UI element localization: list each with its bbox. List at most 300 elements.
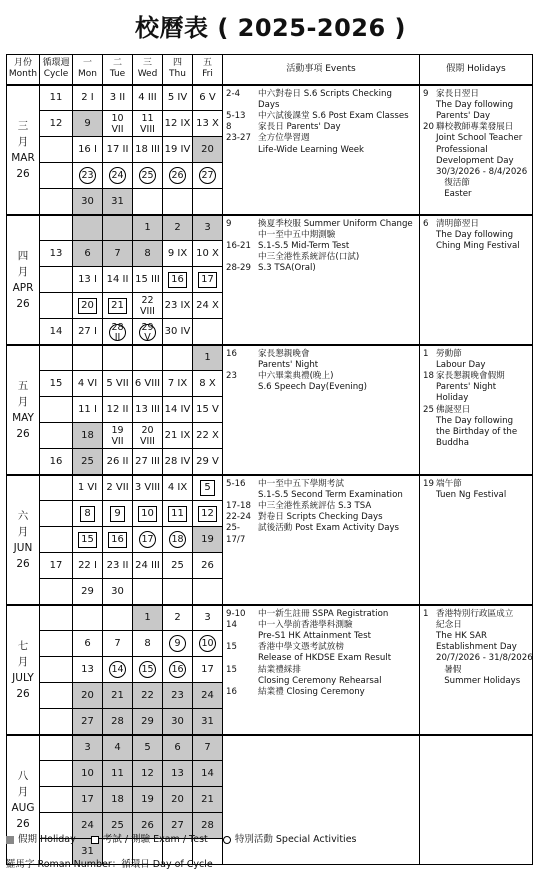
event-item (226, 501, 416, 512)
special-activity-circle: 27 (199, 167, 216, 184)
holiday-date (423, 427, 436, 438)
day-number: 22 I (78, 560, 97, 571)
day-number: 27 III (135, 455, 160, 467)
holiday-item (423, 676, 529, 687)
event-item (226, 230, 416, 241)
cycle-number (40, 657, 73, 683)
col-events: 活動事項 Events (223, 55, 420, 85)
day-number: 1 (204, 352, 211, 364)
day-number: 23 IX (164, 300, 191, 311)
day-number: 30 IV (164, 325, 191, 337)
event-text: S.1-S.5 Second Term Examination (258, 489, 403, 500)
holiday-item (423, 241, 529, 252)
exam-day-box: 5 (200, 480, 215, 496)
day-cell-wed (133, 735, 163, 761)
event-item (226, 653, 416, 664)
holiday-item (423, 230, 529, 241)
day-number: 19 (201, 534, 214, 545)
day-cell-thu (163, 345, 193, 371)
event-item (226, 371, 416, 382)
holiday-item (423, 100, 529, 111)
day-cell-wed (133, 449, 163, 475)
day-cell-fri (193, 605, 223, 631)
day-number: 3 VIII (134, 482, 161, 494)
cycle-number: 14 (40, 319, 73, 345)
holiday-text: 紀念日 (436, 619, 462, 630)
event-text: 結業禮 Closing Ceremony (258, 686, 365, 697)
day-cell-wed (133, 163, 163, 189)
event-item (226, 89, 416, 111)
day-cell-thu (163, 787, 193, 813)
day-number: 16 I (78, 144, 97, 155)
holiday-date (423, 156, 436, 167)
holiday-text: 端午節 (436, 478, 462, 489)
calendar-week-row (7, 215, 533, 241)
holiday-item (423, 371, 529, 382)
day-cell-wed (133, 605, 163, 631)
day-cell-tue (103, 85, 133, 111)
day-number: 17 (81, 794, 94, 805)
day-cell-mon (73, 631, 103, 657)
day-cell-mon (73, 397, 103, 423)
month-zh-2: 月 (17, 525, 29, 538)
day-number: 3 II (109, 92, 126, 104)
special-activity-circle: 16 (169, 661, 186, 678)
day-number: 6 (84, 638, 91, 649)
day-cell-thu (163, 605, 193, 631)
day-cell-mon (73, 449, 103, 475)
holiday-text: 聯校教師專業發展日 (436, 122, 514, 133)
day-cell-tue (103, 267, 133, 293)
holiday-text: Buddha (436, 438, 469, 449)
day-number: 30 (81, 195, 94, 207)
day-cell-fri (193, 345, 223, 371)
month-zh-1: 五 (17, 379, 29, 392)
day-number: 3 (204, 222, 211, 234)
day-cell-fri (193, 501, 223, 527)
day-number: 25 (171, 560, 184, 571)
month-zh-2: 月 (17, 785, 29, 798)
day-number: 5 (144, 742, 151, 754)
day-number: 4 IX (167, 482, 188, 494)
cycle-number (40, 631, 73, 657)
legend-special: 特別活動 Special Activities (234, 834, 357, 845)
legend-roman: 羅馬字 Roman Number：循環日 Day of Cycle (6, 859, 213, 870)
day-cell-fri (193, 787, 223, 813)
day-cell-fri (193, 397, 223, 423)
day-cell-fri (193, 189, 223, 215)
cycle-number: 15 (40, 371, 73, 397)
day-cell-thu (163, 397, 193, 423)
event-date: 23-27 (226, 133, 251, 144)
day-cell-thu (163, 631, 193, 657)
day-cell-tue (103, 761, 133, 787)
event-text: 香港中學文憑考試放榜 (258, 642, 344, 653)
event-text: 對卷日 Scripts Checking Days (258, 512, 383, 523)
holiday-date (423, 241, 436, 252)
day-cell-mon (73, 553, 103, 579)
holiday-item (423, 405, 529, 416)
day-cell-wed (133, 501, 163, 527)
school-calendar-table (6, 54, 533, 865)
holiday-item (423, 490, 529, 501)
day-number: 20 (171, 794, 184, 805)
day-cell-fri (193, 761, 223, 787)
exam-day-box: 20 (78, 298, 97, 314)
month-year: 26 (16, 297, 30, 310)
col-thu: 四 Thu (163, 55, 193, 85)
day-number: 7 IX (167, 378, 188, 389)
special-legend-circle-icon (223, 836, 231, 844)
day-cell-mon (73, 787, 103, 813)
event-date: 9 (226, 218, 232, 229)
day-cell-wed (133, 267, 163, 293)
day-cell-thu (163, 189, 193, 215)
day-cell-mon (73, 423, 103, 449)
cycle-number (40, 683, 73, 709)
month-label (7, 85, 40, 215)
holiday-text: 復活節 (436, 178, 470, 189)
holiday-item (423, 178, 529, 189)
day-number: 13 I (78, 274, 97, 285)
day-cell-tue (103, 449, 133, 475)
header-row (7, 55, 533, 85)
day-number: 4 (114, 742, 121, 754)
day-cell-wed (133, 709, 163, 735)
holiday-item (423, 665, 529, 676)
holiday-date: 6 (423, 218, 429, 229)
event-date (226, 382, 258, 393)
holiday-text: 佛誕翌日 (436, 404, 471, 415)
events-cell (223, 735, 420, 865)
day-number: 4 III (138, 92, 157, 104)
day-cell-wed (133, 215, 163, 241)
day-cell-tue (103, 631, 133, 657)
holiday-date (423, 416, 436, 427)
special-activity-circle: 29 V (139, 324, 156, 341)
day-number: 13 III (135, 404, 160, 415)
day-cell-thu (163, 241, 193, 267)
cycle-number (40, 423, 73, 449)
day-cell-wed (133, 319, 163, 345)
event-date: 28-29 (226, 263, 251, 274)
event-text: 中六試後課堂 S.6 Post Exam Classes (258, 110, 409, 121)
day-cell-wed (133, 631, 163, 657)
holiday-item (423, 382, 529, 393)
holiday-date: 1 (423, 348, 429, 359)
event-date: 5-16 (226, 478, 246, 489)
holiday-date (423, 393, 436, 404)
day-cell-wed (133, 423, 163, 449)
day-cell-thu (163, 319, 193, 345)
holiday-text: Tuen Ng Festival (436, 489, 507, 500)
day-cell-mon (73, 189, 103, 215)
day-cell-tue (103, 241, 133, 267)
day-cell-fri (193, 527, 223, 553)
day-cell-fri (193, 631, 223, 657)
day-cell-fri (193, 319, 223, 345)
events-cell (223, 475, 420, 605)
day-cell-thu (163, 137, 193, 163)
event-item (226, 687, 416, 698)
holiday-item (423, 631, 529, 642)
day-cell-tue (103, 319, 133, 345)
event-item (226, 122, 416, 133)
day-cell-mon (73, 475, 103, 501)
day-cell-fri (193, 293, 223, 319)
holiday-date (423, 178, 436, 189)
day-cell-wed (133, 293, 163, 319)
day-cell-mon (73, 761, 103, 787)
day-cell-tue (103, 475, 133, 501)
holiday-text: 香港特別行政區成立 (436, 608, 514, 619)
holiday-item (423, 89, 529, 100)
event-date: 9-10 (226, 608, 246, 619)
month-zh-1: 四 (17, 249, 29, 262)
day-number: 14 II (106, 274, 129, 285)
day-number: 2 (174, 222, 181, 234)
day-cell-wed (133, 111, 163, 137)
day-cell-thu (163, 761, 193, 787)
legend-exam: 考試 / 測驗 Exam / Test (102, 834, 208, 845)
cycle-number (40, 267, 73, 293)
holiday-date (423, 438, 436, 449)
event-item (226, 620, 416, 631)
day-number: 19 VII (111, 424, 124, 447)
month-zh-2: 月 (17, 265, 29, 278)
holiday-date: 20 (423, 122, 434, 133)
event-item (226, 382, 416, 393)
day-number: 15 V (196, 404, 219, 415)
day-number: 29 (141, 715, 154, 727)
day-cell-tue (103, 137, 133, 163)
event-text: Release of HKDSE Exam Result (258, 653, 392, 664)
day-cell-fri (193, 683, 223, 709)
event-text: 中一入學前香港學科測驗 (258, 619, 353, 630)
event-text: S.6 Speech Day(Evening) (258, 382, 367, 393)
event-item (226, 111, 416, 122)
day-cell-mon (73, 85, 103, 111)
day-cell-thu (163, 709, 193, 735)
day-number: 10 (81, 768, 94, 779)
holiday-date: 19 (423, 478, 434, 489)
day-number: 6 VIII (134, 378, 161, 389)
day-cell-fri (193, 449, 223, 475)
day-cell-thu (163, 371, 193, 397)
holiday-date (423, 111, 436, 122)
month-year: 26 (16, 687, 30, 700)
day-number: 8 (144, 638, 151, 649)
month-zh-1: 三 (17, 119, 29, 132)
day-cell-thu (163, 553, 193, 579)
day-cell-thu (163, 267, 193, 293)
day-number: 14 IV (164, 404, 191, 415)
event-date (226, 490, 258, 501)
holiday-date (423, 653, 436, 664)
day-number: 22 X (196, 430, 219, 441)
holiday-text: The Day following (436, 229, 514, 240)
event-text (258, 535, 416, 546)
exam-day-box: 11 (168, 506, 187, 522)
day-cell-tue (103, 527, 133, 553)
day-number: 21 (201, 794, 214, 805)
day-number: 20 (201, 144, 214, 155)
day-number: 26 (141, 820, 154, 831)
day-number: 11 I (78, 404, 97, 415)
event-date (226, 676, 258, 687)
day-number: 18 (111, 794, 124, 805)
holiday-text: Professional (436, 144, 488, 155)
holiday-text: 30/3/2026 - 8/4/2026 (436, 166, 528, 177)
holiday-item (423, 360, 529, 371)
day-number: 10 VII (111, 112, 124, 135)
day-number: 1 (144, 222, 151, 234)
day-cell-tue (103, 787, 133, 813)
event-date: 16-21 (226, 240, 251, 251)
month-zh-1: 七 (17, 639, 29, 652)
event-item (226, 349, 416, 360)
holiday-text: 暑假 (436, 664, 462, 675)
holiday-item (423, 427, 529, 438)
event-text: 全方位學習週 (258, 133, 310, 144)
holidays-cell (420, 735, 533, 865)
cycle-number (40, 735, 73, 761)
day-number: 2 I (81, 92, 94, 104)
event-text: Pre-S1 HK Attainment Test (258, 630, 371, 641)
day-cell-wed (133, 137, 163, 163)
holiday-text: the Birthday of the (436, 426, 518, 437)
day-number: 24 X (196, 300, 219, 311)
event-date (226, 252, 258, 263)
event-date: 8 (226, 122, 232, 133)
event-item (226, 535, 416, 546)
holiday-item (423, 111, 529, 122)
calendar-week-row (7, 735, 533, 761)
calendar-week-row (7, 85, 533, 111)
day-cell-wed (133, 241, 163, 267)
day-cell-tue (103, 189, 133, 215)
holidays-cell (420, 475, 533, 605)
holiday-item (423, 642, 529, 653)
day-cell-fri (193, 137, 223, 163)
day-number: 18 III (135, 144, 160, 155)
holiday-text: Labour Day (436, 359, 486, 370)
day-cell-mon (73, 215, 103, 241)
event-text: S.1-S.5 Mid-Term Test (258, 240, 350, 251)
holiday-item (423, 609, 529, 620)
month-en: APR (12, 281, 34, 294)
holiday-text: 勞動節 (436, 348, 462, 359)
holidays-cell (420, 605, 533, 735)
holiday-text: 20/7/2026 - 31/8/2026 (436, 653, 533, 664)
cycle-number (40, 475, 73, 501)
day-cell-fri (193, 579, 223, 605)
cycle-number (40, 501, 73, 527)
holiday-item (423, 349, 529, 360)
day-number: 17 II (106, 144, 129, 155)
holiday-item (423, 620, 529, 631)
event-date: 14 (226, 619, 237, 630)
day-cell-thu (163, 527, 193, 553)
cycle-number (40, 215, 73, 241)
day-number: 20 VIII (140, 424, 155, 447)
day-cell-tue (103, 579, 133, 605)
day-number: 19 IV (164, 144, 191, 155)
cycle-number (40, 397, 73, 423)
day-cell-mon (73, 709, 103, 735)
day-number: 14 (201, 768, 214, 779)
day-cell-mon (73, 345, 103, 371)
holiday-text: Summer Holidays (436, 675, 521, 686)
month-year: 26 (16, 427, 30, 440)
day-cell-fri (193, 215, 223, 241)
day-number: 26 II (106, 455, 129, 467)
event-text: 家長懇親晚會 (258, 348, 310, 359)
day-cell-wed (133, 345, 163, 371)
day-cell-mon (73, 527, 103, 553)
day-cell-fri (193, 709, 223, 735)
event-item (226, 523, 416, 534)
special-activity-circle: 18 (169, 531, 186, 548)
holiday-date: 25 (423, 404, 434, 415)
day-cell-tue (103, 397, 133, 423)
day-cell-fri (193, 475, 223, 501)
day-number: 27 (81, 715, 94, 727)
special-activity-circle: 26 (169, 167, 186, 184)
event-text: Life-Wide Learning Week (258, 144, 364, 155)
holiday-date (423, 382, 436, 393)
day-number: 27 (171, 820, 184, 831)
cycle-number: 12 (40, 111, 73, 137)
day-number: 24 (201, 690, 214, 701)
day-cell-thu (163, 85, 193, 111)
event-item (226, 133, 416, 144)
holiday-text: The Day following (436, 415, 514, 426)
day-number: 8 X (199, 378, 216, 389)
event-item (226, 631, 416, 642)
day-cell-mon (73, 735, 103, 761)
holiday-date: 18 (423, 370, 434, 381)
legend-line-1 (6, 831, 356, 845)
day-number: 3 (204, 612, 211, 624)
holiday-date (423, 145, 436, 156)
day-cell-fri (193, 85, 223, 111)
event-item (226, 263, 416, 274)
month-label (7, 215, 40, 345)
day-cell-wed (133, 475, 163, 501)
day-cell-fri (193, 553, 223, 579)
day-number: 28 (111, 715, 124, 727)
day-number: 15 III (135, 274, 160, 285)
page-title: 校曆表 ( 2025-2026 ) (134, 14, 407, 42)
day-cell-tue (103, 423, 133, 449)
event-item (226, 512, 416, 523)
day-cell-wed (133, 657, 163, 683)
cycle-number: 16 (40, 449, 73, 475)
day-cell-mon (73, 579, 103, 605)
special-activity-circle: 10 (199, 635, 216, 652)
day-number: 11 (111, 768, 124, 779)
events-cell (223, 345, 420, 475)
holiday-item (423, 416, 529, 427)
day-number: 22 VIII (140, 294, 155, 317)
exam-day-box: 9 (110, 506, 125, 522)
holiday-item (423, 167, 529, 178)
day-number: 22 (141, 690, 154, 701)
holiday-text: Development Day (436, 155, 514, 166)
special-activity-circle: 24 (109, 167, 126, 184)
day-number: 21 IX (164, 430, 191, 441)
